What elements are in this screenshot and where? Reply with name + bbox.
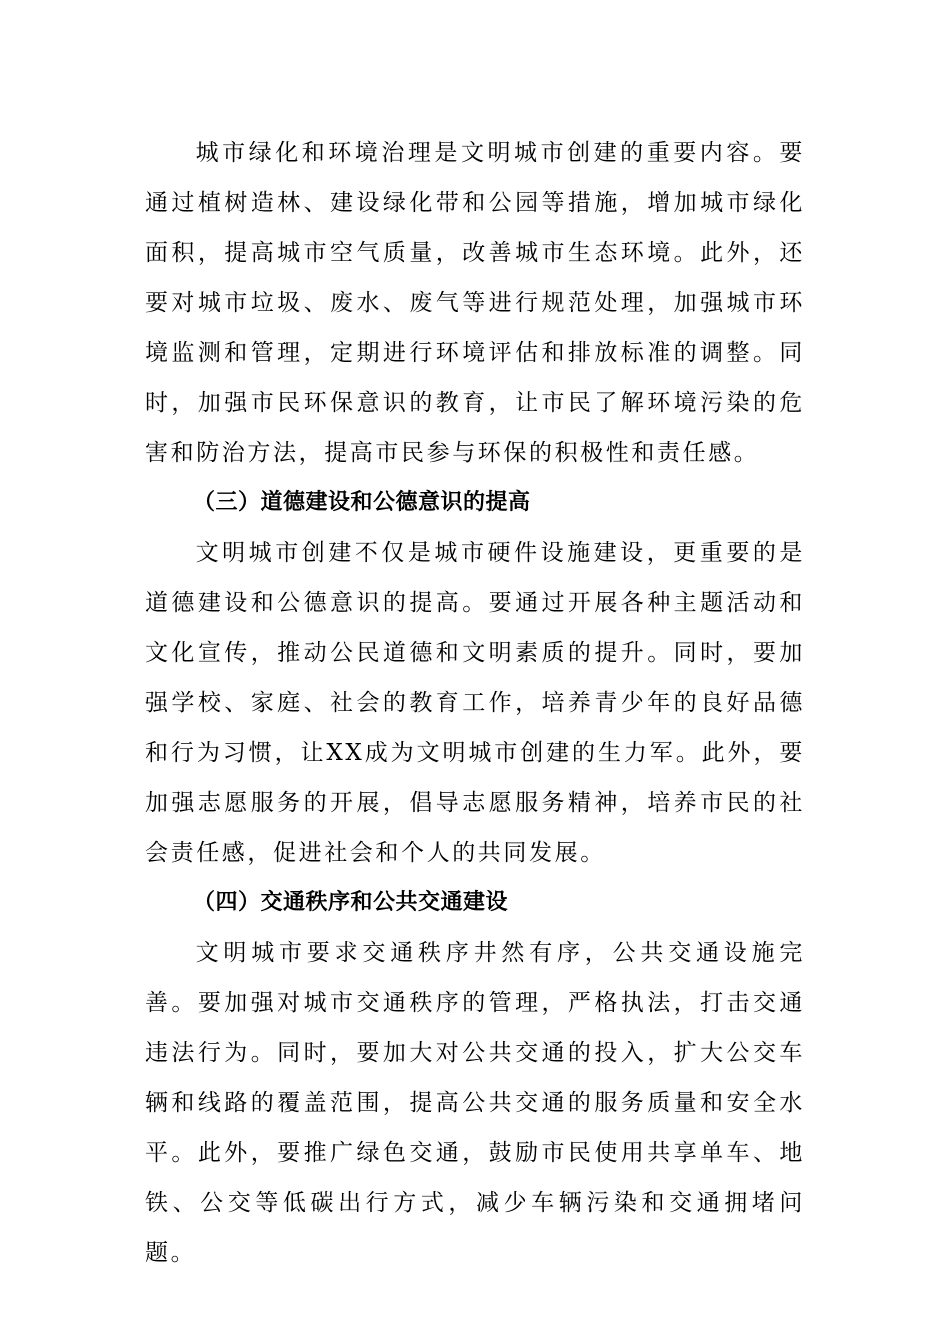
document-page (145, 128, 805, 1278)
paragraph-environment: 城市绿化和环境治理是文明城市创建的重要内容。要通过植树造林、建设绿化带和公园等措施，增加城市绿化面积，提高城市空气质量，改善城市生态环境。此外，还要对城市垃圾、废水、废气等进行规范处理，加强城市环境监测和管理，定期进行环境评估和排放标准的调整。同时，加强市民环保意识的教育，让市民了解环境污染的危害和防治方法，提高市民参与环保的积极性和责任感。 (145, 140, 805, 466)
section-heading-transport: （四）交通秩序和公共交通建设 (193, 890, 509, 915)
paragraph-transport: 文明城市要求交通秩序井然有序，公共交通设施完善。要加强对城市交通秩序的管理，严格执法，打击交通违法行为。同时，要加大对公共交通的投入，扩大公交车辆和线路的覆盖范围，提高公共交通的服务质量和安全水平。此外，要推广绿色交通，鼓励市民使用共享单车、地铁、公交等低碳出行方式，减少车辆污染和交通拥堵问题。 (145, 940, 805, 1266)
paragraph-morality: 文明城市创建不仅是城市硬件设施建设，更重要的是道德建设和公德意识的提高。要通过开展各种主题活动和文化宣传，推动公民道德和文明素质的提升。同时，要加强学校、家庭、社会的教育工作，培养青少年的良好品德和行为习惯，让XX成为文明城市创建的生力军。此外，要加强志愿服务的开展，倡导志愿服务精神，培养市民的社会责任感，促进社会和个人的共同发展。 (145, 540, 805, 866)
section-heading-morality: （三）道德建设和公德意识的提高 (193, 490, 531, 515)
